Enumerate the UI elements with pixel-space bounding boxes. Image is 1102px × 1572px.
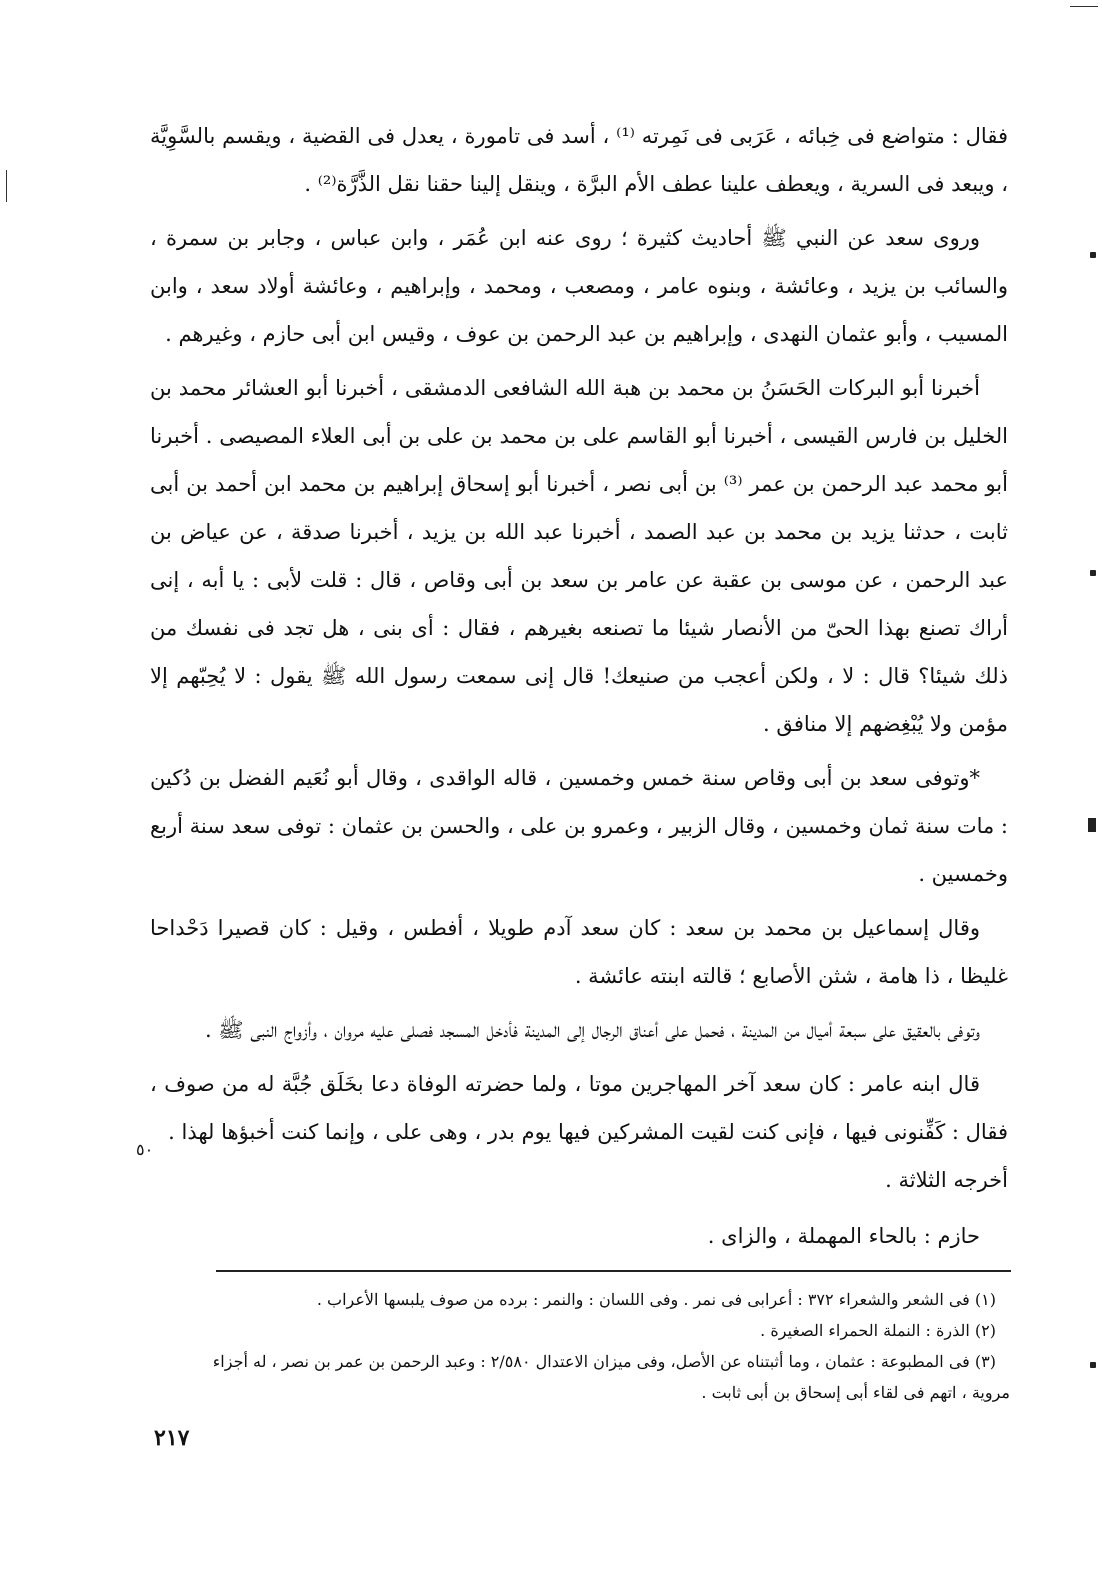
- footnotes: [150, 1284, 1010, 1408]
- margin-mark-4: [1090, 1362, 1096, 1368]
- paragraph-1: فقال : متواضع فى خِبائه ، عَرَبى فى نَمِرته ⁽¹⁾ ، أسد فى تامورة ، يعدل فى القضية ، ويقسم بالسَّوِيَّة ، ويبعد فى السرية ، ويعطف علينا عطف الأم البرَّة ، وينقل إلينا حقنا نقل الذَّرَّة⁽²⁾ .: [150, 124, 1008, 196]
- margin-mark-2: [1090, 570, 1096, 576]
- footnote-3: (٣) فى المطبوعة : عثمان ، وما أثبتناه عن الأصل، وفى ميزان الاعتدال ٢/٥٨٠ : وعبد الرحمن بن عمر بن نصر ، له أجزاء: [212, 1352, 996, 1371]
- page-number: ٢١٧: [154, 1425, 190, 1451]
- margin-mark-3: [1088, 818, 1096, 832]
- margin-mark-1: [1090, 252, 1096, 258]
- name-note: حازم : بالحاء المهملة ، والزاى .: [707, 1224, 980, 1248]
- left-scan-mark: [6, 170, 7, 202]
- margin-number: ٥٠: [136, 1140, 154, 1159]
- paragraph-2: وروى سعد عن النبي ﷺ أحاديث كثيرة ؛ روى عنه ابن عُمَر ، وابن عباس ، وجابر بن سمرة ، والسائب بن يزيد ، وعائشة ، وبنوه عامر ، ومصعب ، ومحمد ، وإبراهيم ، وعائشة أولاد سعد ، وابن المسيب ، وأبو عثمان النهدى ، وإبراهيم بن عبد الرحمن بن عوف ، وقيس ابن أبى حازم ، وغيرهم .: [150, 226, 1008, 346]
- paragraph-3: أخبرنا أبو البركات الحَسَنُ بن محمد بن هبة الله الشافعى الدمشقى ، أخبرنا أبو العشائر محمد بن الخليل بن فارس القيسى ، أخبرنا أبو القاسم على بن محمد بن على بن أبى العلاء المصيصى . أخبرنا أبو محمد عبد الرحمن بن عمر ⁽³⁾ بن أبى نصر ، أخبرنا أبو إسحاق إبراهيم بن محمد ابن أحمد بن أبى ثابت ، حدثنا يزيد بن محمد بن عبد الصمد ، أخبرنا عبد الله بن يزيد ، أخبرنا صدقة ، عن عياض بن عبد الرحمن ، عن موسى بن عقبة عن عامر بن سعد بن أبى وقاص ، قال : قلت لأبى : يا أبه ، إنى أراك تصنع بهذا الحىّ من الأنصار شيئا ما تصنعه بغيرهم ، فقال : أى بنى ، هل تجد فى نفسك من ذلك شيئا؟ قال : لا ، ولكن أعجب من صنيعك! قال إنى سمعت رسول الله ﷺ يقول : لا يُحِبّهم إلا مؤمن ولا يُبْغِضهم إلا منافق .: [150, 376, 1008, 736]
- footnote-3-continued: مروية ، اتهم فى لقاء أبى إسحاق بن أبى ثابت .: [701, 1383, 1010, 1402]
- paragraph-7: قال ابنه عامر : كان سعد آخر المهاجرين موتا ، ولما حضرته الوفاة دعا بخَلَق جُبَّة له من صوف ، فقال : كَفِّنونى فيها ، فإنى كنت لقيت المشركين فيها يوم بدر ، وهى على ، وإنما كنت أخبؤها لهذا .: [150, 1072, 1008, 1144]
- paragraph-5: وقال إسماعيل بن محمد بن سعد : كان سعد آدم طويلا ، أفطس ، وقيل : كان قصيرا دَحْداحا غليظا ، ذا هامة ، شثن الأصابع ؛ قالته ابنته عائشة .: [150, 916, 1008, 988]
- paragraph-8: أخرجه الثلاثة .: [885, 1168, 1008, 1192]
- paragraph-6: وتوفى بالعقيق على سبعة أميال من المدينة ، فحمل على أعناق الرجال إلى المدينة فأدخل المسجد فصلى عليه مروان ، وأزواج النبى ﷺ .: [204, 1018, 980, 1042]
- footnote-divider: [216, 1270, 1011, 1272]
- main-text: [150, 112, 1008, 1260]
- top-right-scan-mark: [1070, 6, 1098, 7]
- paragraph-4: *وتوفى سعد بن أبى وقاص سنة خمس وخمسين ، قاله الواقدى ، وقال أبو نُعَيم الفضل بن دُكين : مات سنة ثمان وخمسين ، وقال الزبير ، وعمرو بن على ، والحسن بن عثمان : توفى سعد سنة أربع وخمسين .: [150, 766, 1008, 886]
- footnote-2: (٢) الذرة : النملة الحمراء الصغيرة .: [760, 1321, 996, 1340]
- footnote-1: (١) فى الشعر والشعراء ٣٧٢ : أعرابى فى نمر . وفى اللسان : والنمر : برده من صوف يلبسها الأعراب .: [316, 1290, 996, 1309]
